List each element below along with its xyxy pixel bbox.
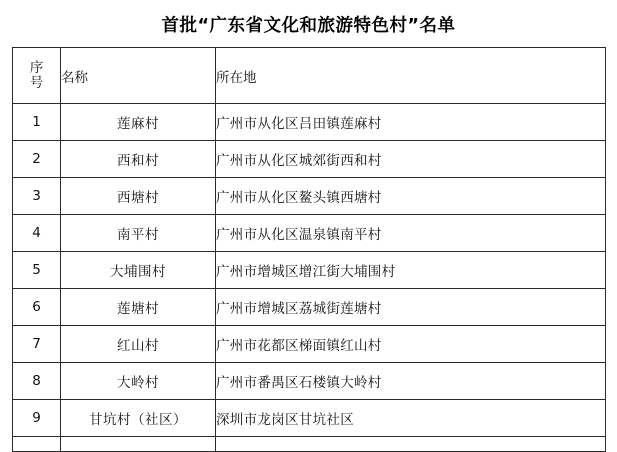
row-index: 9 (13, 400, 61, 437)
table-row (13, 289, 606, 326)
row-name: 甘坑村（社区） (61, 400, 216, 437)
row-name: 西塘村 (61, 178, 216, 215)
row-name-clipped (61, 437, 216, 452)
row-index-clipped (13, 437, 61, 452)
column-header-index-char-2: 号 (29, 74, 44, 91)
row-location: 深圳市龙岗区甘坑社区 (216, 400, 606, 437)
page-title: 首批“广东省文化和旅游特色村”名单 (161, 16, 456, 36)
table-row (13, 363, 606, 400)
row-index: 5 (13, 252, 61, 289)
row-index: 8 (13, 363, 61, 400)
row-index: 3 (13, 178, 61, 215)
table-row-clipped (13, 437, 606, 452)
row-name: 西和村 (61, 141, 216, 178)
table-container (0, 47, 617, 452)
village-list-table (12, 47, 606, 452)
column-header-index-char-1: 序 (29, 60, 44, 77)
row-location: 广州市花都区梯面镇红山村 (216, 326, 606, 363)
table-row (13, 104, 606, 141)
row-name: 大埔围村 (61, 252, 216, 289)
table-body (13, 104, 606, 452)
row-index: 4 (13, 215, 61, 252)
row-index: 1 (13, 104, 61, 141)
column-header-location: 所在地 (216, 48, 606, 104)
row-name: 莲麻村 (61, 104, 216, 141)
table-header (13, 48, 606, 104)
row-name: 大岭村 (61, 363, 216, 400)
row-location: 广州市番禺区石楼镇大岭村 (216, 363, 606, 400)
table-header-row (13, 48, 606, 104)
row-name: 红山村 (61, 326, 216, 363)
column-header-index (13, 48, 61, 104)
row-index: 7 (13, 326, 61, 363)
table-row (13, 400, 606, 437)
row-location: 广州市增城区增江街大埔围村 (216, 252, 606, 289)
row-location: 广州市增城区荔城街莲塘村 (216, 289, 606, 326)
row-location: 广州市从化区温泉镇南平村 (216, 215, 606, 252)
table-row (13, 141, 606, 178)
row-location: 广州市从化区城郊街西和村 (216, 141, 606, 178)
table-row (13, 178, 606, 215)
row-index: 2 (13, 141, 61, 178)
row-location-clipped (216, 437, 606, 452)
column-header-name: 名称 (61, 48, 216, 104)
table-row (13, 326, 606, 363)
row-name: 南平村 (61, 215, 216, 252)
row-location: 广州市从化区吕田镇莲麻村 (216, 104, 606, 141)
row-index: 6 (13, 289, 61, 326)
table-row (13, 252, 606, 289)
row-location: 广州市从化区鳌头镇西塘村 (216, 178, 606, 215)
row-name: 莲塘村 (61, 289, 216, 326)
table-row (13, 215, 606, 252)
